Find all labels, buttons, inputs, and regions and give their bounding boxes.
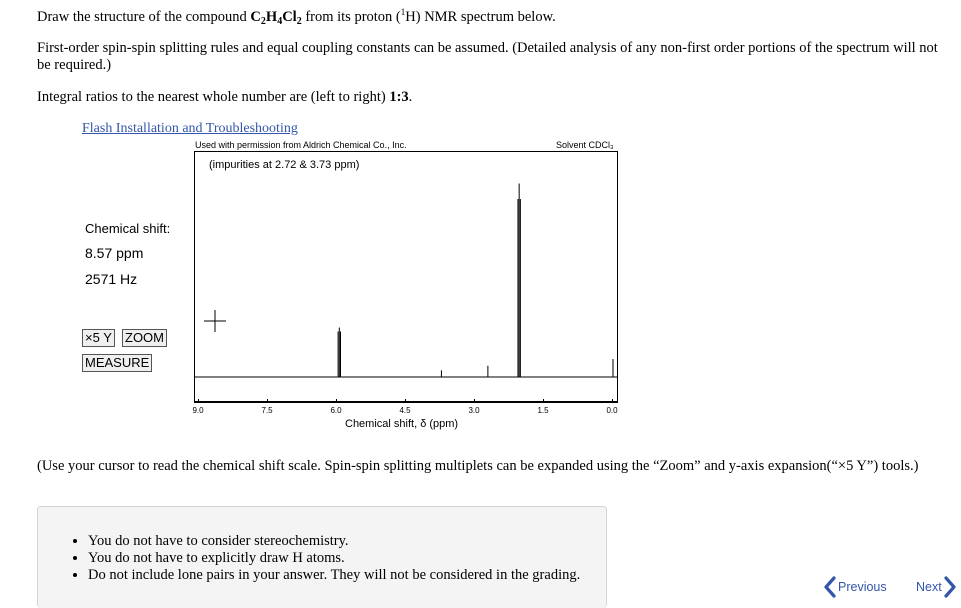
chemical-shift-ppm: 8.57 ppm	[85, 245, 144, 261]
x-axis-label: Chemical shift, δ (ppm)	[345, 418, 459, 430]
chemical-shift-hz: 2571 Hz	[85, 271, 138, 287]
impurities-note: (impurities at 2.72 & 3.73 ppm)	[209, 159, 360, 171]
x-tick-label: 4.5	[399, 406, 411, 415]
x-tick-label: 3.0	[468, 406, 480, 415]
nmr-peak	[518, 184, 520, 378]
solvent-label: Solvent CDCl₃	[556, 140, 614, 150]
spectrum-svg[interactable]	[195, 152, 618, 402]
nmr-peak	[338, 328, 340, 378]
x-tick-label: 6.0	[330, 406, 342, 415]
permission-caption: Used with permission from Aldrich Chemical Co., Inc.	[195, 140, 407, 150]
x-axis-tick	[612, 399, 613, 402]
x-tick-label: 9.0	[192, 406, 204, 415]
splitting-rules-text: First-order spin-spin splitting rules and equal coupling constants can be assumed. (Detailed analysis of any non-first order portions of the spectrum will not be required.)	[37, 40, 938, 73]
x-axis-tick	[543, 399, 544, 402]
previous-button[interactable]	[822, 576, 887, 598]
x-axis-tick	[198, 399, 199, 402]
integral-ratio-value: 1:3	[389, 89, 409, 105]
chevron-left-icon	[822, 576, 838, 598]
x-axis-tick	[336, 399, 337, 402]
flash-installation-link[interactable]: Flash Installation and Troubleshooting	[82, 121, 298, 136]
chevron-right-icon	[942, 576, 958, 598]
chemical-shift-label: Chemical shift:	[85, 221, 171, 236]
next-button[interactable]	[916, 576, 958, 598]
x-axis-tick	[405, 399, 406, 402]
next-label: Next	[916, 580, 942, 594]
x-tick-label: 7.5	[261, 406, 273, 415]
cursor-instructions: (Use your cursor to read the chemical shift scale. Spin-spin splitting multiplets can be expanded using the “Zoom” and y-axis expansion(“×5 Y”) tools.)	[37, 458, 919, 474]
note-item: • Do not include lone pairs in your answer. They will not be considered in the grading.	[88, 567, 606, 584]
crosshair-cursor-icon	[204, 310, 226, 332]
x-axis-tick	[474, 399, 475, 402]
zoom-button[interactable]: ZOOM	[122, 329, 167, 347]
integral-ratio-text: Integral ratios to the nearest whole number are (left to right) 1:3.	[37, 89, 413, 105]
measure-button[interactable]: MEASURE	[82, 354, 152, 372]
note-item: • You do not have to explicitly draw H atoms.	[88, 550, 606, 567]
x-tick-label: 1.5	[537, 406, 549, 415]
x-axis-tick	[267, 399, 268, 402]
previous-label: Previous	[838, 580, 887, 594]
x5-y-button[interactable]: ×5 Y	[82, 329, 115, 347]
question-title: Draw the structure of the compound $C_2H_4Cl_2$ from its proton ($^1$H) NMR spectrum below.	[37, 7, 556, 27]
x-tick-label: 0.0	[606, 406, 618, 415]
notes-list	[38, 533, 606, 584]
nmr-spectrum-plot[interactable]	[194, 151, 618, 402]
notes-box	[37, 506, 607, 608]
note-item: • You do not have to consider stereochemistry.	[88, 533, 606, 550]
x-axis-line	[194, 402, 618, 403]
